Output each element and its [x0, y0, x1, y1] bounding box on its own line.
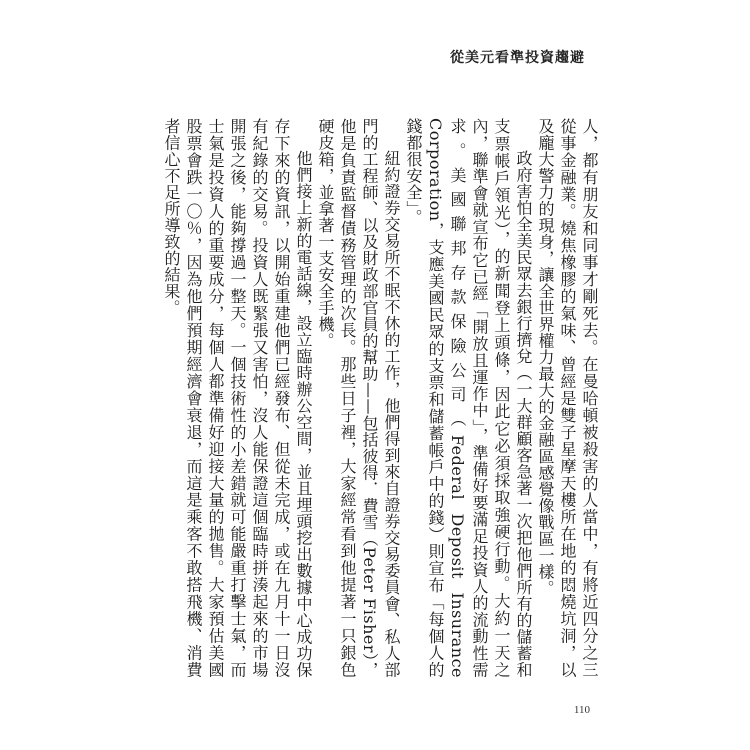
- paragraph: 他們接上新的電話線，設立臨時辦公空間，並且埋頭挖出數據中心成功保存下來的資訊，以開始重建他們已經發布、但從未完成，或在九月十一日沒有紀錄的交易。投資人既緊張又害怕，沒人能保證這個臨時拼湊起來的市場開張之後，能夠撐過一整天。一個技術性的小差錯就可能嚴重打擊士氣，而士氣是投資人的重要成分，每個人都準備好迎接大量的拋售。大家預估美國股票會跌一〇％，因為他們預期經濟會衰退，而這是乘客不敢搭飛機、消費者信心不足所導致的結果。: [162, 118, 313, 678]
- running-title: 從美元看準投資趨避: [450, 50, 585, 66]
- paragraph: 政府害怕全美民眾去銀行擠兌（一大群顧客急著一次把他們所有的儲蓄和支票帳戶領光），的新聞登上頭條，因此它必須採取強硬行動。大約一天之內，聯準會就宣布它已經「開放且運作中」，準備好要滿足投資人的流動性需求。美國聯邦存款保險公司（Federal Deposit Insurance Corporation，支應美國民眾的支票和儲蓄帳戶中的錢）則宣布「每個人的錢都很安全」。: [404, 118, 533, 678]
- paragraph: 紐約證券交易所不眠不休的工作，他們得到來自證券交易委員會、私人部門的工程師、以及財政部官員的幫助——包括彼得．費雪（Peter Fisher），他是負責監督債務管理的次長。那些日子裡，大家經常看到他提著一只銀色硬皮箱，並拿著一支安全手機。: [316, 118, 401, 678]
- paragraph: 人，都有朋友和同事才剛死去。在曼哈頓被殺害的人當中，有將近四分之三從事金融業。燒焦橡膠的氣味、曾經是雙子星摩天樓所在地的悶燒坑洞，以及龐大警力的現身，讓全世界權力最大的金融區感覺像戰區一樣。: [536, 118, 599, 678]
- page-number: 110: [573, 704, 590, 716]
- body-text: [155, 118, 600, 678]
